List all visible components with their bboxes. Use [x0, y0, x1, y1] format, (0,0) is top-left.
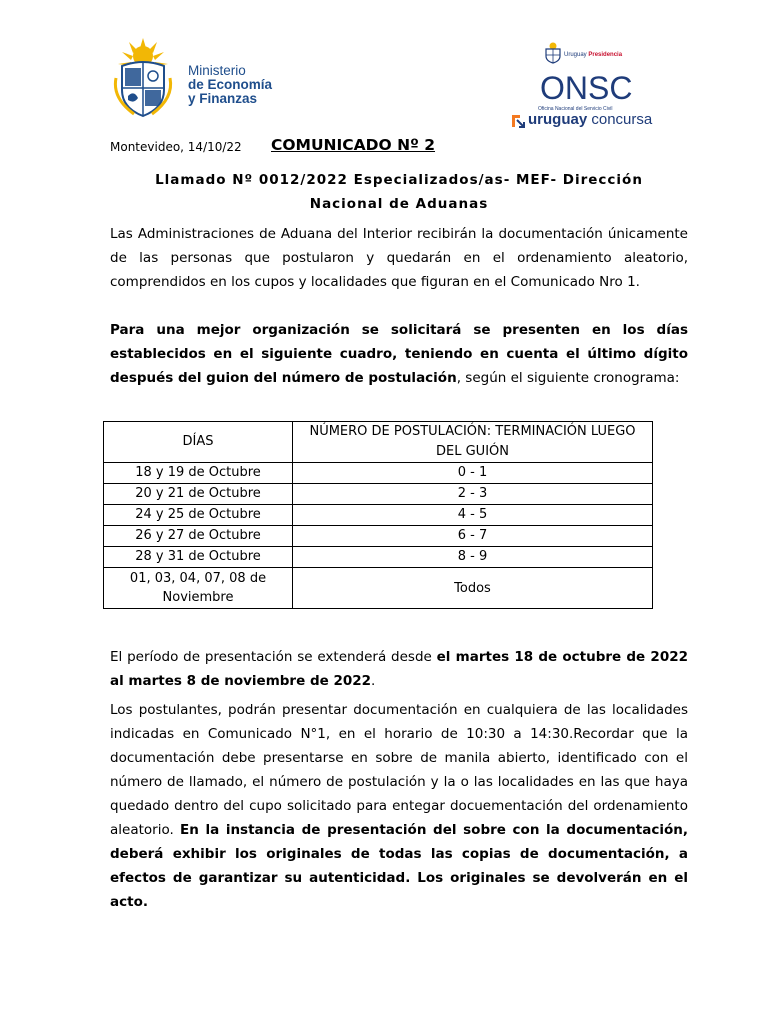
concursa-rest: concursa [587, 111, 653, 128]
paragraph-postulantes-start: Los postulantes, podrán presentar documentación en cualquiera de las localidades indicadas en Comunicado N°1, en el horario de 10:30 a 14:30.Recordar que la documentación debe presentarse en sobre de manila abierto, identificado con el número de llamado, el número de postulación y la o las localidades en las que haya quedado dentro del cupo solicitado para entegar docuementación del ordenamiento aleatorio. [110, 702, 688, 838]
uruguay-shield-icon [544, 42, 562, 64]
arrow-square-icon [510, 113, 526, 129]
llamado-line1: Llamado Nº 0012/2022 Especializados/as- MEF- Dirección [155, 172, 643, 188]
row-digits: 6 - 7 [293, 526, 653, 547]
row-days: 28 y 31 de Octubre [104, 547, 293, 568]
presidencia-label [564, 52, 622, 58]
row-days: 26 y 27 de Octubre [104, 526, 293, 547]
mef-name-line3: y Finanzas [188, 91, 258, 106]
row-digits: 0 - 1 [293, 463, 653, 484]
table-row [104, 547, 653, 568]
mef-name-line1: Ministerio [188, 63, 246, 78]
table-row [104, 505, 653, 526]
paragraph-postulantes-bold: En la instancia de presentación del sobre con la documentación, deberá exhibir los originales de todas las copias de documentación, a efectos de garantizar su autenticidad. Los originales se devolverán en el acto. [110, 822, 689, 910]
onsc-acronym: ONSC [540, 70, 633, 106]
llamado-title [110, 168, 688, 216]
dateline: Montevideo, 14/10/22 [110, 140, 242, 154]
table-row [104, 484, 653, 505]
comunicado-title: COMUNICADO Nº 2 [271, 136, 436, 154]
presidencia-prefix: Uruguay [564, 52, 587, 58]
row-digits: 4 - 5 [293, 505, 653, 526]
row-days: 20 y 21 de Octubre [104, 484, 293, 505]
mef-name-line2: de Economía [188, 77, 273, 92]
paragraph-organizacion-bold: Para una mejor organización se solicitará se presenten en los días establecidos en el siguiente cuadro, teniendo en cuenta el último dígito después del guion del número de postulación [110, 322, 688, 386]
schedule-table [103, 421, 653, 609]
onsc-full-name: Oficina Nacional del Servicio Civil [538, 106, 613, 112]
concursa-text [528, 111, 652, 128]
mef-logo [104, 38, 294, 118]
row-days: 24 y 25 de Octubre [104, 505, 293, 526]
table-row [104, 526, 653, 547]
paragraph-periodo-end: . [371, 673, 376, 689]
mef-name [188, 64, 272, 106]
paragraph-recepcion: Las Administraciones de Aduana del Interior recibirán la documentación únicamente de las personas que postularon y quedarán en el ordenamiento aleatorio, comprendidos en los cupos y localidades que figuran en el Comunicado Nro 1. [110, 226, 688, 290]
llamado-line2: Nacional de Aduanas [309, 196, 489, 212]
presidencia-suffix: Presidencia [588, 52, 623, 58]
table-header-row [104, 422, 653, 463]
row-digits: 2 - 3 [293, 484, 653, 505]
concursa-bold: uruguay [528, 111, 588, 128]
paragraph-organizacion [110, 318, 688, 390]
row-days: 01, 03, 04, 07, 08 de Noviembre [104, 568, 293, 609]
paragraph-periodo-bold: el martes 18 de octubre de 2022 al martes 8 de noviembre de 2022 [110, 649, 689, 689]
row-digits: 8 - 9 [293, 547, 653, 568]
row-days: 18 y 19 de Octubre [104, 463, 293, 484]
table-row [104, 463, 653, 484]
paragraph-periodo-start: El período de presentación se extenderá desde [110, 649, 437, 665]
header-number: NÚMERO DE POSTULACIÓN: TERMINACIÓN LUEGO DEL GUIÓN [293, 422, 653, 463]
coat-of-arms-icon [104, 38, 182, 118]
onsc-logo [508, 40, 658, 132]
row-digits: Todos [293, 568, 653, 609]
paragraph-postulantes [110, 698, 688, 914]
header-days: DÍAS [104, 422, 293, 463]
table-row [104, 568, 653, 609]
paragraph-periodo [110, 645, 688, 693]
paragraph-organizacion-rest: , según el siguiente cronograma: [456, 370, 680, 386]
